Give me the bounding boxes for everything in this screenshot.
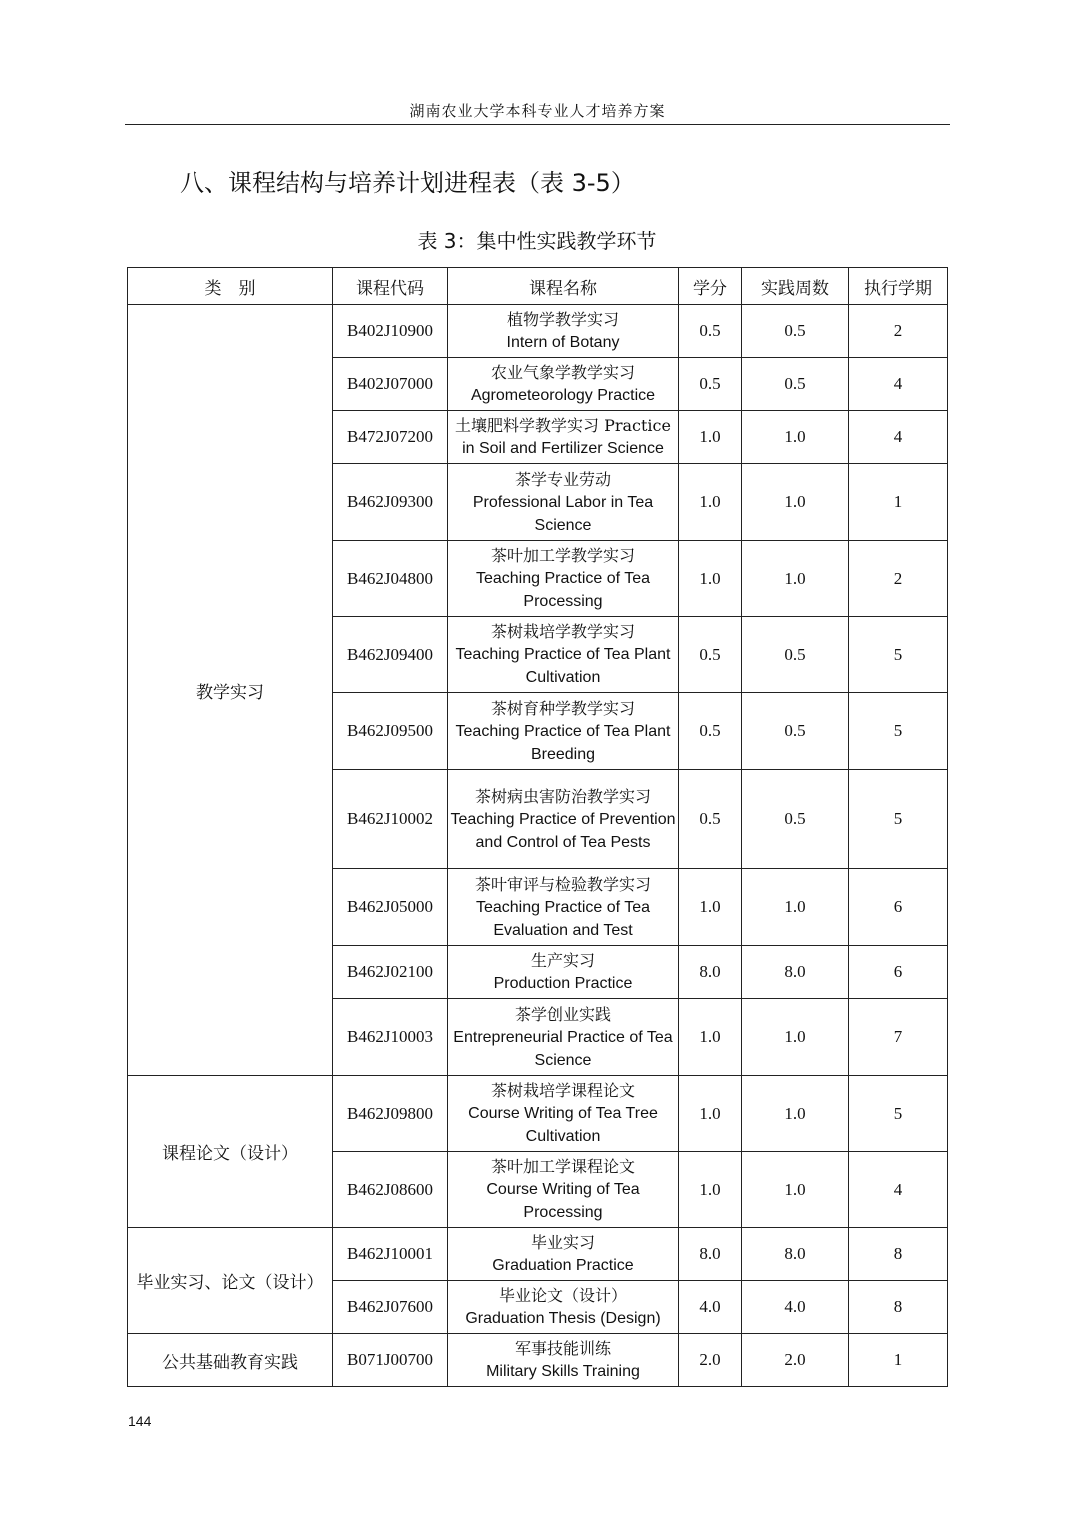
credit: 8.0 [679,946,742,999]
practice-weeks: 0.5 [742,770,849,869]
course-name-cn: 农业气象学教学实习 [490,363,635,382]
column-header-name: 课程名称 [448,268,679,305]
credit: 1.0 [679,999,742,1076]
course-name-cn: 茶叶加工学课程论文 [490,1157,635,1176]
practice-weeks: 1.0 [742,411,849,464]
course-name-en: Production Practice [493,975,633,992]
course-name-en: Intern of Botany [506,334,620,351]
semester: 4 [849,358,948,411]
course-name-cn: 生产实习 [530,951,595,970]
course-name-en: Teaching Practice of Tea Evaluation and Test [475,898,651,939]
semester: 6 [849,946,948,999]
credit: 0.5 [679,617,742,693]
table-body [128,305,948,1387]
course-name-en: Teaching Practice of Tea Plant Breeding [455,722,671,763]
practice-weeks: 0.5 [742,358,849,411]
course-name-cn: 茶树育种学教学实习 [490,698,635,718]
practice-weeks: 0.5 [742,305,849,358]
credit: 1.0 [679,1076,742,1152]
credit: 1.0 [679,541,742,617]
section-title: 八、课程结构与培养计划进程表（表 3-5） [180,169,635,197]
category-cell: 毕业实习、论文（设计） [128,1228,333,1334]
course-code: B462J07600 [333,1281,448,1334]
practice-weeks: 1.0 [742,541,849,617]
credit: 1.0 [679,411,742,464]
credit: 1.0 [679,869,742,946]
semester: 1 [849,464,948,541]
course-name-en: Entrepreneurial Practice of Tea Science [453,1028,673,1069]
practice-weeks: 1.0 [742,869,849,946]
column-header-code: 课程代码 [333,268,448,305]
course-name [448,358,679,411]
category-cell: 课程论文（设计） [128,1076,333,1228]
course-name-en: Graduation Thesis (Design) [465,1310,661,1327]
course-name-cn: 茶叶审评与检验教学实习 [474,874,651,894]
column-header-category: 类 别 [128,268,333,305]
category-cell: 公共基础教育实践 [128,1334,333,1387]
semester: 5 [849,1076,948,1152]
course-name [448,305,679,358]
practice-weeks: 8.0 [742,946,849,999]
column-header-weeks: 实践周数 [742,268,849,305]
course-name [448,770,679,869]
course-name [448,1281,679,1334]
credit: 0.5 [679,358,742,411]
semester: 8 [849,1281,948,1334]
practice-weeks: 0.5 [742,693,849,770]
table-caption: 表 3：集中性实践教学环节 [417,229,657,253]
course-code: B462J10003 [333,999,448,1076]
table-row [128,305,948,358]
course-code: B472J07200 [333,411,448,464]
course-code: B402J10900 [333,305,448,358]
course-name-cn: 植物学教学实习 [506,310,619,329]
course-code: B462J09400 [333,617,448,693]
credit: 8.0 [679,1228,742,1281]
course-code: B402J07000 [333,358,448,411]
course-name-cn: 土壤肥料学教学实习 Practice [455,416,671,435]
course-name-cn: 茶树栽培学课程论文 [490,1081,635,1100]
course-name-en: in Soil and Fertilizer Science [462,440,664,457]
course-name-cn: 茶叶加工学教学实习 [490,546,635,565]
semester: 6 [849,869,948,946]
semester: 4 [849,1152,948,1228]
credit: 1.0 [679,1152,742,1228]
course-name [448,464,679,541]
practice-weeks: 1.0 [742,1076,849,1152]
column-header-credit: 学分 [679,268,742,305]
course-name [448,1228,679,1281]
credit: 0.5 [679,770,742,869]
course-name [448,411,679,464]
course-name-cn: 茶学专业劳动 [514,469,611,489]
practice-weeks: 1.0 [742,1152,849,1228]
course-name [448,999,679,1076]
course-name-en: Teaching Practice of Tea Processing [475,570,651,610]
table-row [128,1076,948,1152]
practice-weeks: 1.0 [742,464,849,541]
semester: 2 [849,541,948,617]
category-cell: 教学实习 [128,305,333,1076]
practice-weeks: 8.0 [742,1228,849,1281]
table-header-row [128,268,948,305]
credit: 4.0 [679,1281,742,1334]
practice-table [127,267,948,1387]
course-name-cn: 茶学创业实践 [514,1004,611,1024]
course-name-en: Teaching Practice of Prevention and Control of Tea Pests [450,810,676,851]
course-code: B462J10002 [333,770,448,869]
course-code: B462J02100 [333,946,448,999]
course-code: B462J09800 [333,1076,448,1152]
page-number: 144 [128,1413,152,1429]
practice-weeks: 2.0 [742,1334,849,1387]
course-name-cn: 茶树栽培学教学实习 [490,622,635,641]
course-code: B462J09300 [333,464,448,541]
course-code: B071J00700 [333,1334,448,1387]
semester: 5 [849,693,948,770]
credit: 0.5 [679,305,742,358]
course-name-en: Teaching Practice of Tea Plant Cultivation [455,646,671,686]
practice-weeks: 4.0 [742,1281,849,1334]
semester: 5 [849,770,948,869]
practice-weeks: 1.0 [742,999,849,1076]
semester: 4 [849,411,948,464]
course-name [448,1076,679,1152]
credit: 0.5 [679,693,742,770]
semester: 7 [849,999,948,1076]
semester: 2 [849,305,948,358]
course-name-en: Course Writing of Tea Processing [486,1181,640,1221]
course-name [448,1334,679,1387]
running-header: 湖南农业大学本科专业人才培养方案 [409,102,666,120]
table-row [128,1334,948,1387]
course-name [448,617,679,693]
course-name [448,869,679,946]
course-name-en: Professional Labor in Tea Science [472,493,654,534]
semester: 5 [849,617,948,693]
course-name-cn: 军事技能训练 [514,1339,611,1358]
course-name [448,1152,679,1228]
course-name-cn: 茶树病虫害防治教学实习 [474,786,651,806]
course-name [448,946,679,999]
course-name-en: Agrometeorology Practice [470,387,656,404]
semester: 8 [849,1228,948,1281]
course-name-en: Military Skills Training [486,1363,640,1380]
course-code: B462J08600 [333,1152,448,1228]
course-name-cn: 毕业论文（设计） [498,1286,627,1305]
table-row [128,1228,948,1281]
practice-weeks: 0.5 [742,617,849,693]
course-name-cn: 毕业实习 [530,1233,595,1252]
credit: 1.0 [679,464,742,541]
header-rule [125,124,950,125]
course-name [448,693,679,770]
course-name [448,541,679,617]
semester: 1 [849,1334,948,1387]
course-code: B462J10001 [333,1228,448,1281]
course-name-en: Graduation Practice [492,1257,634,1274]
course-name-en: Course Writing of Tea Tree Cultivation [468,1105,658,1145]
course-code: B462J04800 [333,541,448,617]
course-code: B462J05000 [333,869,448,946]
credit: 2.0 [679,1334,742,1387]
column-header-semester: 执行学期 [849,268,948,305]
course-code: B462J09500 [333,693,448,770]
